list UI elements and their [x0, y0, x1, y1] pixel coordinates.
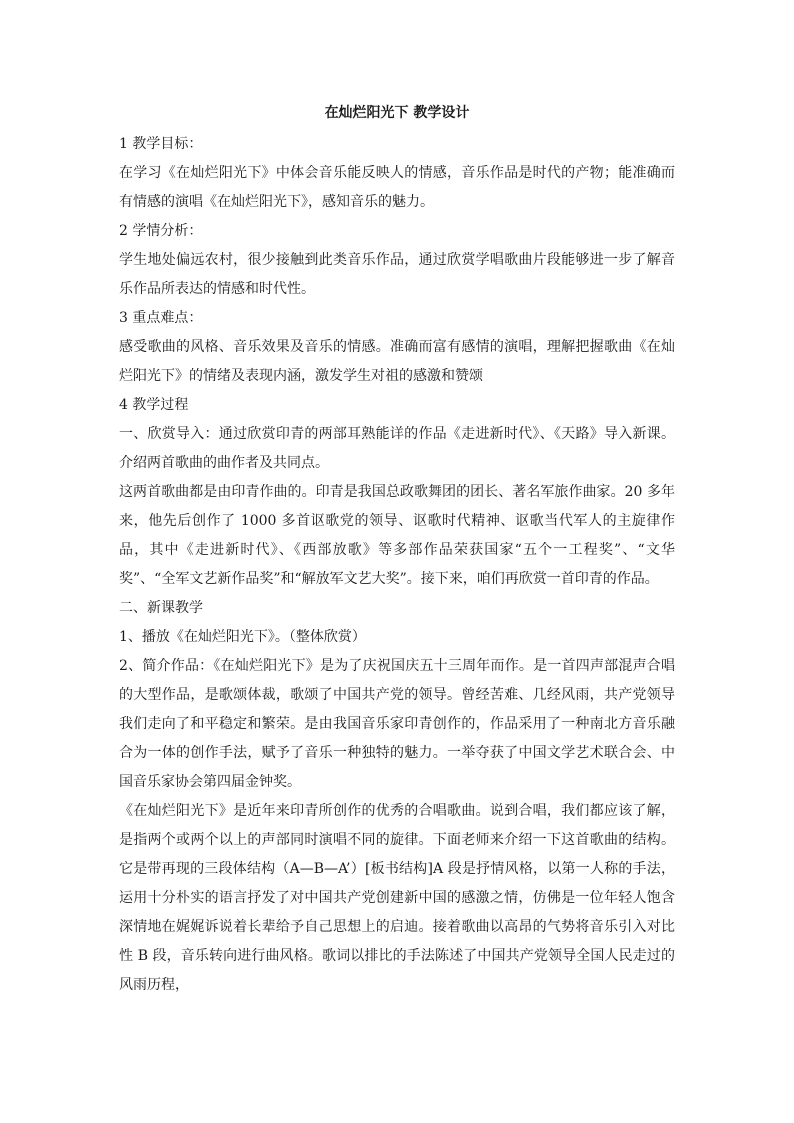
paragraph-structure: 《在灿烂阳光下》是近年来印青所创作的优秀的合唱歌曲。说到合唱，我们都应该了解，是指两个或两个以上的声部同时演唱不同的旋律。下面老师来介绍一下这首歌曲的结构。它是带再现的三段体结构（A—B—A’）[板书结构]A 段是抒情风格，以第一人称的手法，运用十分朴实的语言抒发了对中国共产党创建新中国的感激之情，仿佛是一位年轻人饱含深情地在娓娓诉说着长辈给予自己思想上的启迪。接着歌曲以高昂的气势将音乐引入对比性 B 段，音乐转向进行曲风格。歌词以排比的手法陈述了中国共产党领导全国人民走过的风雨历程，	[119, 803, 675, 993]
document-body	[119, 100, 675, 1000]
paragraph-composer: 这两首歌曲都是由印青作曲的。印青是我国总政歌舞团的团长、著名军旅作曲家。20 多年来，他先后创作了 1000 多首讴歌党的领导、讴歌时代精神、讴歌当代军人的主旋律作品，其中《走进新时代》、《西部放歌》等多部作品荣获国家“五个一工程奖”、“文华奖”、“全军文艺新作品奖”和“解放军文艺大奖”。接下来，咱们再欣赏一首印青的作品。	[119, 484, 675, 587]
paragraph-objectives: 在学习《在灿烂阳光下》中体会音乐能反映人的情感，音乐作品是时代的产物；能准确而有情感的演唱《在灿烂阳光下》，感知音乐的魅力。	[119, 165, 675, 210]
paragraph-intro: 一、欣赏导入：通过欣赏印青的两部耳熟能详的作品《走进新时代》、《天路》导入新课。介绍两首歌曲的曲作者及共同点。	[119, 426, 675, 471]
section-heading-process: 4 教学过程	[119, 397, 189, 413]
document-title: 在灿烂阳光下 教学设计	[324, 105, 470, 121]
paragraph-key-points: 感受歌曲的风格、音乐效果及音乐的情感。准确而富有感情的演唱，理解把握歌曲《在灿烂阳光下》的情绪及表现内涵，激发学生对祖的感激和赞颂	[119, 339, 675, 384]
paragraph-work-intro: 2、简介作品：《在灿烂阳光下》是为了庆祝国庆五十三周年而作。是一首四声部混声合唱的大型作品，是歌颂体裁，歌颂了中国共产党的领导。曾经苦难、几经风雨，共产党领导我们走向了和平稳定和繁荣。是由我国音乐家印青创作的，作品采用了一种南北方音乐融合为一体的创作手法，赋予了音乐一种独特的魅力。一举夺获了中国文学艺术联合会、中国音乐家协会第四届金钟奖。	[119, 658, 675, 790]
paragraph-play-song: 1、播放《在灿烂阳光下》。（整体欣赏）	[119, 629, 366, 645]
paragraph-student-analysis: 学生地处偏远农村，很少接触到此类音乐作品，通过欣赏学唱歌曲片段能够进一步了解音乐作品所表达的情感和时代性。	[119, 252, 675, 297]
section-heading-student-analysis: 2 学情分析：	[119, 223, 203, 239]
section-heading-objectives: 1 教学目标：	[119, 136, 203, 152]
section-heading-key-points: 3 重点难点：	[119, 310, 203, 326]
section-heading-new-lesson: 二、新课教学	[119, 600, 203, 616]
